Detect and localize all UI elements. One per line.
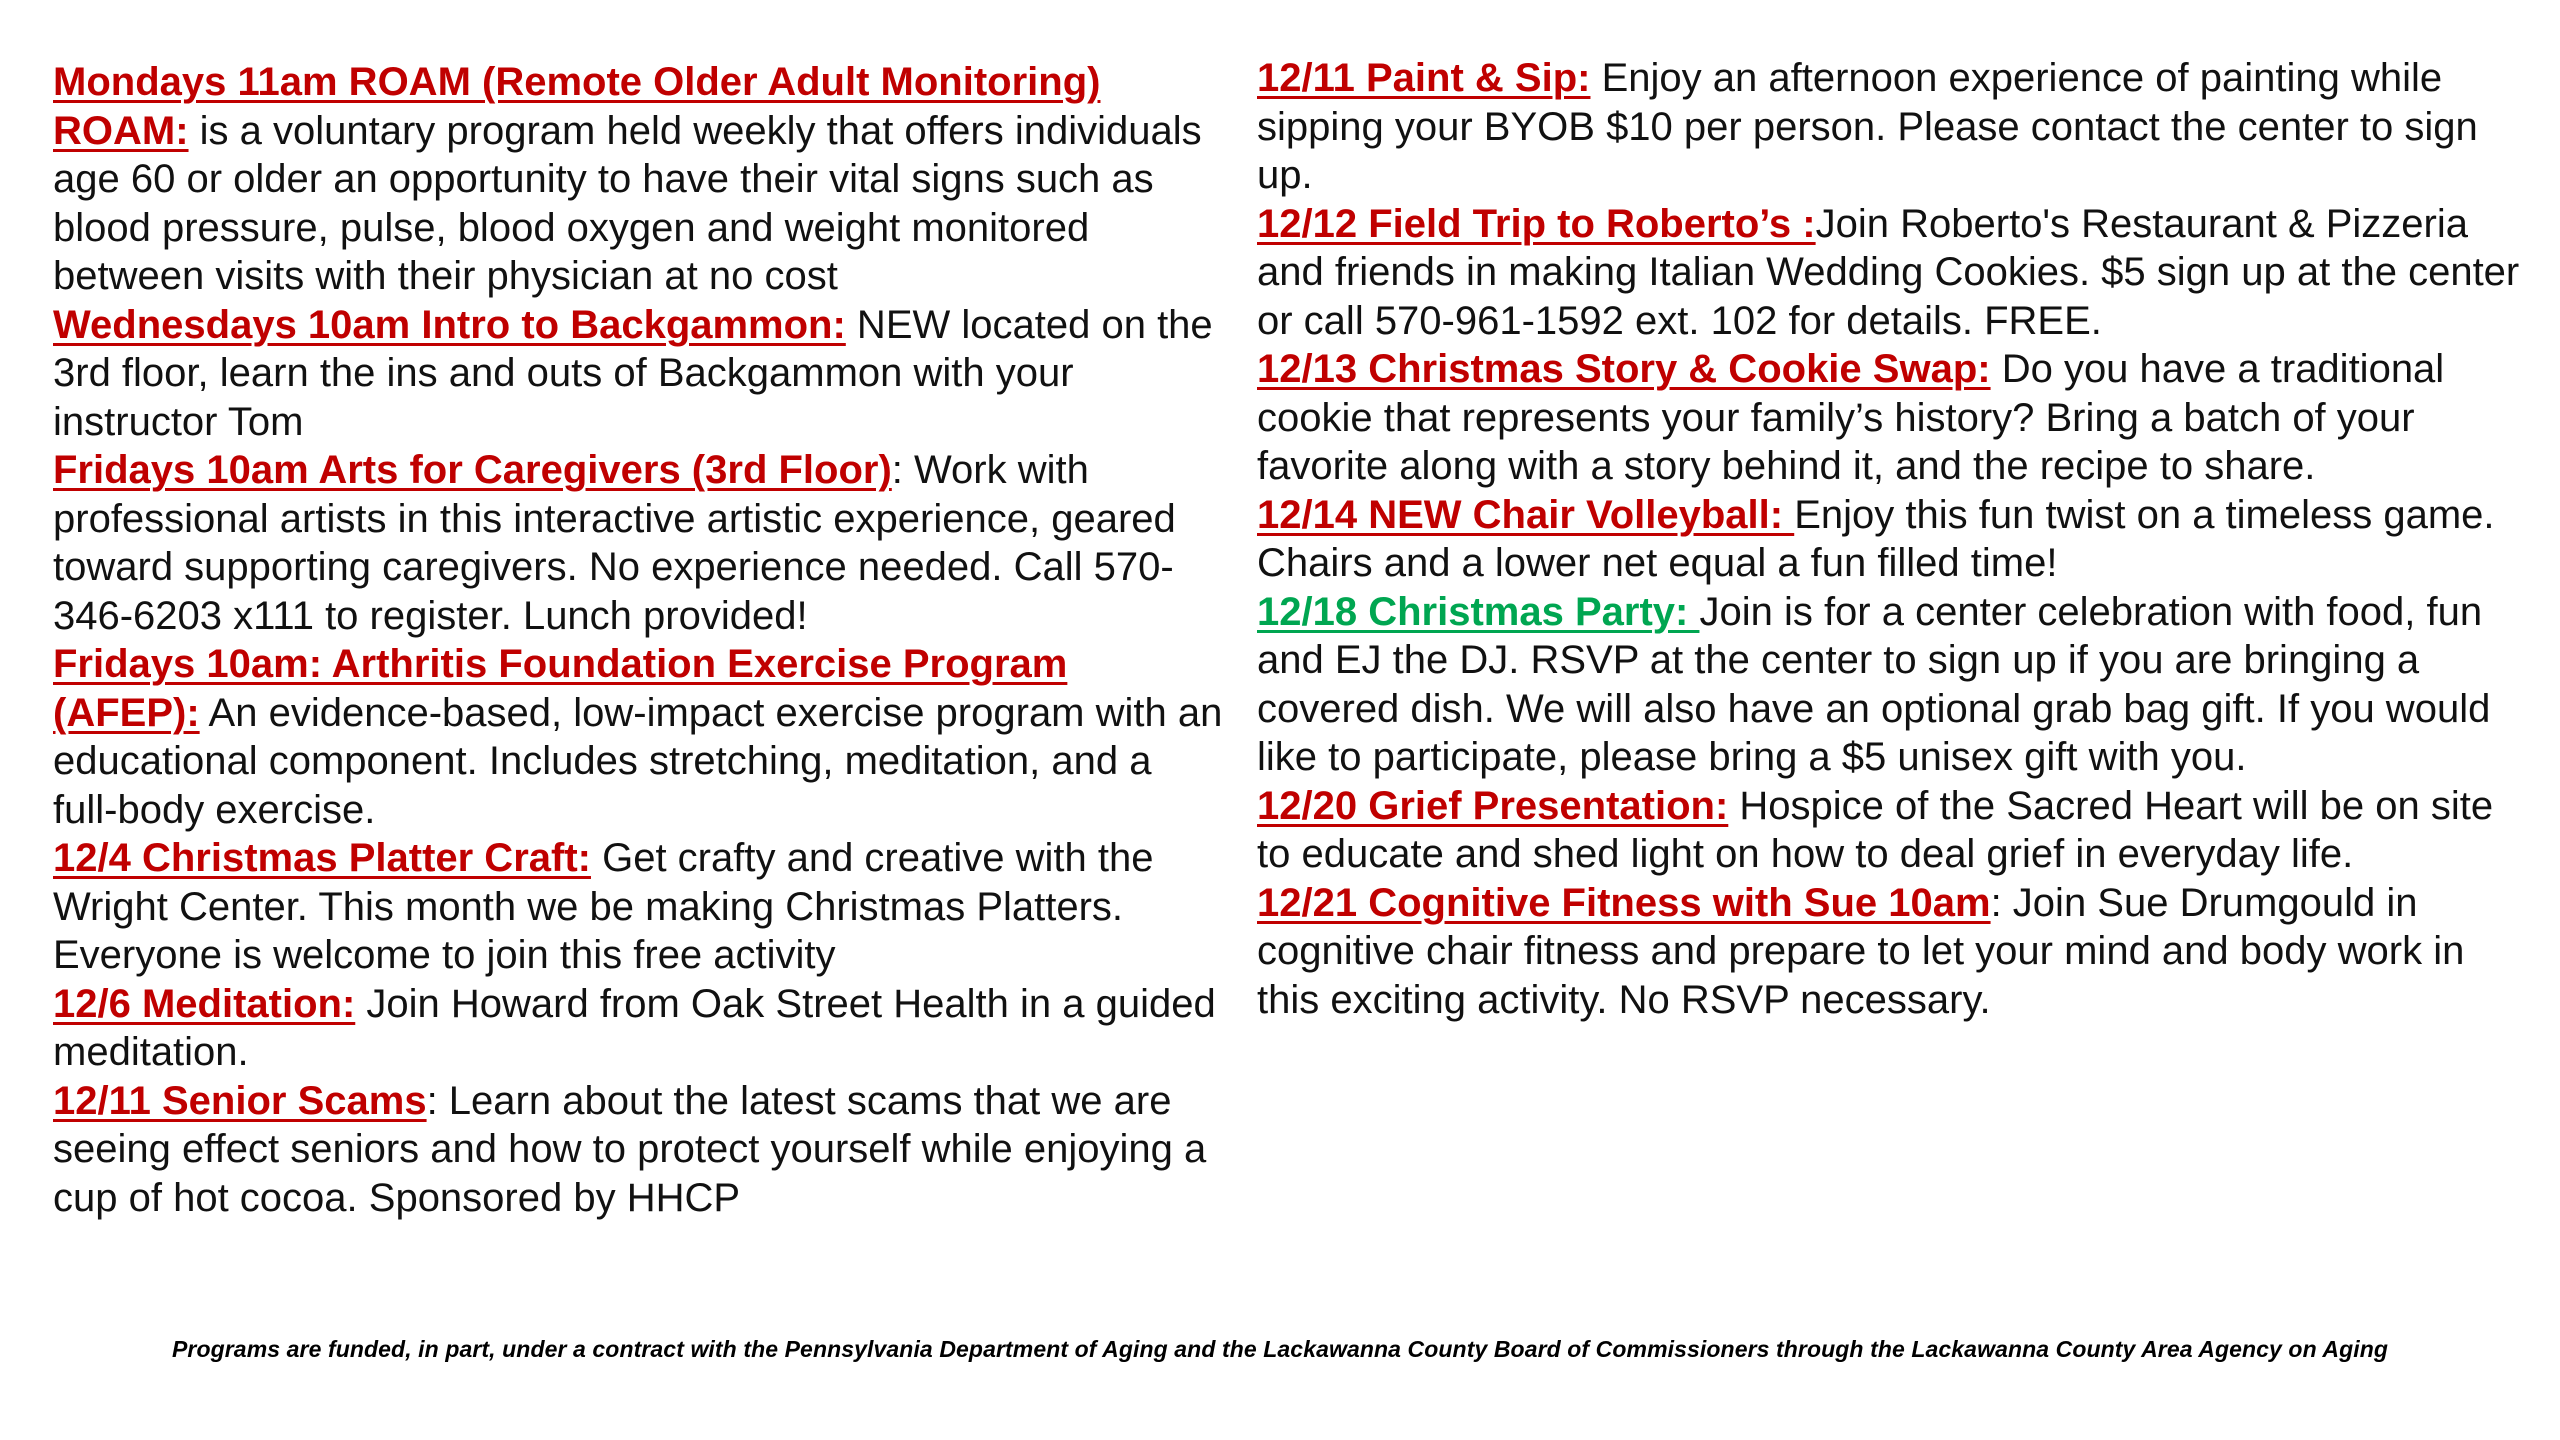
event-description: An evidence-based, low-impact exercise program with an educational component. Includes stretching, meditation, and a full-body exercise. <box>53 690 1223 832</box>
event-heading: Mondays 11am ROAM (Remote Older Adult Monitoring) ROAM: <box>53 60 1101 153</box>
event-description: Do you have a traditional cookie that represents your family’s history? Bring a batch of your favorite along with a story behind it, and the recipe to share. <box>1257 347 2445 488</box>
event-description: Hospice of the Sacred Heart will be on site to educate and shed light on how to deal grief in everyday life. <box>1257 783 2494 876</box>
event-heading: 12/21 Cognitive Fitness with Sue 10am <box>1257 880 1991 925</box>
event-heading: 12/13 Christmas Story & Cookie Swap: <box>1257 347 1991 391</box>
event-description: Join Roberto's Restaurant & Pizzeria and friends in making Italian Wedding Cookies. $5 sign up at the center or call 570-961-1592 ext. 102 for details. FREE. <box>1257 201 2520 343</box>
event-heading: Wednesdays 10am Intro to Backgammon: <box>53 302 846 347</box>
event-heading: 12/4 Christmas Platter Craft: <box>53 836 591 880</box>
funding-footer: Programs are funded, in part, under a contract with the Pennsylvania Department of Aging and the Lackawanna County Board of Commissioners through the Lackawanna County Area Agency on Aging <box>171 1336 2389 1362</box>
event-senior-scams <box>53 1077 1225 1223</box>
event-chair-volleyball <box>1257 491 2527 588</box>
event-roam <box>53 58 1225 301</box>
event-backgammon <box>53 301 1225 447</box>
event-description: NEW located on the 3rd floor, learn the ins and outs of Backgammon with your instructor Tom <box>53 302 1213 444</box>
event-description: : Learn about the latest scams that we are seeing effect seniors and how to protect yourself while enjoying a cup of hot cocoa. Sponsored by HHCP <box>53 1078 1207 1220</box>
event-heading: Fridays 10am Arts for Caregivers (3rd Floor) <box>53 448 892 492</box>
event-heading: 12/14 NEW Chair Volleyball: <box>1257 492 1795 537</box>
event-heading: Fridays 10am: Arthritis Foundation Exercise Program (AFEP): <box>53 642 1068 735</box>
event-description: Get crafty and creative with the Wright Center. This month we be making Christmas Platters. Everyone is welcome to join this free activity <box>53 836 1154 977</box>
left-column <box>53 58 1225 1222</box>
event-description: : Join Sue Drumgould in cognitive chair fitness and prepare to let your mind and body work in this exciting activity. No RSVP necessary. <box>1257 880 2465 1022</box>
event-heading: 12/12 Field Trip to Roberto’s : <box>1257 201 1816 246</box>
event-description: Enjoy this fun twist on a timeless game. Chairs and a lower net equal a fun filled time! <box>1257 492 2495 585</box>
event-meditation <box>53 980 1225 1077</box>
event-heading: 12/11 Paint & Sip: <box>1257 56 1591 100</box>
event-cookie-swap <box>1257 345 2527 491</box>
event-description: : Work with professional artists in this interactive artistic experience, geared toward supporting caregivers. No experience needed. Call 570-346-6203 x111 to register. Lunch provided! <box>53 448 1176 638</box>
event-christmas-party <box>1257 588 2527 782</box>
event-field-trip-robertos <box>1257 200 2527 346</box>
event-heading: 12/11 Senior Scams <box>53 1078 427 1123</box>
event-afep <box>53 640 1225 834</box>
event-arts-for-caregivers <box>53 446 1225 640</box>
event-paint-and-sip <box>1257 54 2527 200</box>
event-description: Join Howard from Oak Street Health in a guided meditation. <box>53 981 1216 1074</box>
event-heading: 12/20 Grief Presentation: <box>1257 783 1729 828</box>
event-description: Join is for a center celebration with food, fun and EJ the DJ. RSVP at the center to sign up if you are bringing a covered dish. We will also have an optional grab bag gift. If you would like to participate, please bring a $5 unisex gift with you. <box>1257 589 2491 779</box>
event-heading: 12/18 Christmas Party: <box>1257 589 1700 634</box>
event-heading: 12/6 Meditation: <box>53 981 356 1026</box>
event-grief-presentation <box>1257 782 2527 879</box>
event-cognitive-fitness <box>1257 879 2527 1025</box>
event-description: is a voluntary program held weekly that offers individuals age 60 or older an opportunity to have their vital signs such as blood pressure, pulse, blood oxygen and weight monitored between visits with their physician at no cost <box>53 108 1202 298</box>
right-column <box>1257 54 2527 1024</box>
event-christmas-platter-craft <box>53 834 1225 980</box>
event-description: Enjoy an afternoon experience of painting while sipping your BYOB $10 per person. Please contact the center to sign up. <box>1257 56 2478 197</box>
